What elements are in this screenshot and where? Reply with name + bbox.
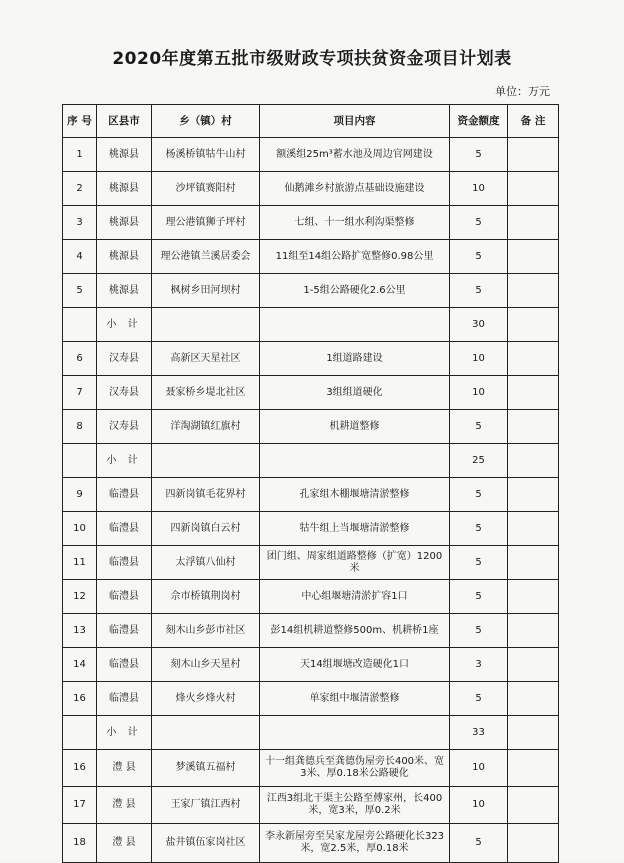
cell-content	[260, 716, 450, 750]
cell-county: 桃源县	[97, 274, 152, 308]
cell-town	[152, 716, 260, 750]
cell-town: 聂家桥乡堤北社区	[152, 376, 260, 410]
cell-county: 桃源县	[97, 206, 152, 240]
cell-no: 18	[63, 824, 97, 863]
header-content: 项目内容	[260, 105, 450, 138]
cell-note	[508, 682, 559, 716]
table-row	[63, 274, 559, 308]
cell-no: 3	[63, 206, 97, 240]
table-row	[63, 648, 559, 682]
subtotal-label: 小 计	[97, 444, 152, 478]
cell-county: 临澧县	[97, 580, 152, 614]
cell-content: 1组道路建设	[260, 342, 450, 376]
header-amount: 资金额度	[450, 105, 508, 138]
cell-town: 理公港镇兰溪居委会	[152, 240, 260, 274]
table-header-row	[63, 105, 559, 138]
cell-no	[63, 716, 97, 750]
cell-no: 14	[63, 648, 97, 682]
cell-no: 11	[63, 546, 97, 580]
cell-note	[508, 410, 559, 444]
cell-county: 临澧县	[97, 546, 152, 580]
cell-county: 汉寿县	[97, 376, 152, 410]
cell-county: 桃源县	[97, 172, 152, 206]
table-row	[63, 240, 559, 274]
cell-amount: 3	[450, 648, 508, 682]
cell-note	[508, 172, 559, 206]
table-row	[63, 682, 559, 716]
cell-town: 洋淘湖镇红旗村	[152, 410, 260, 444]
subtotal-label: 小 计	[97, 308, 152, 342]
cell-no	[63, 308, 97, 342]
cell-amount: 5	[450, 614, 508, 648]
cell-county: 临澧县	[97, 478, 152, 512]
cell-no	[63, 444, 97, 478]
cell-content: 江西3组北干渠主公路至傅家州，长400米，宽3米，厚0.2米	[260, 787, 450, 824]
table-row	[63, 546, 559, 580]
project-plan-table	[62, 104, 559, 863]
cell-note	[508, 824, 559, 863]
cell-amount: 5	[450, 138, 508, 172]
cell-content: 额溪组25m³蓄水池及周边官网建设	[260, 138, 450, 172]
cell-content: 团门组、周家组道路整修（扩宽）1200米	[260, 546, 450, 580]
cell-town: 四新岗镇白云村	[152, 512, 260, 546]
cell-no: 7	[63, 376, 97, 410]
cell-content: 3组组道硬化	[260, 376, 450, 410]
cell-no: 1	[63, 138, 97, 172]
cell-county: 桃源县	[97, 138, 152, 172]
cell-no: 5	[63, 274, 97, 308]
cell-county: 临澧县	[97, 682, 152, 716]
cell-amount: 10	[450, 750, 508, 787]
subtotal-row	[63, 308, 559, 342]
cell-amount: 10	[450, 342, 508, 376]
cell-amount: 5	[450, 206, 508, 240]
table-row	[63, 787, 559, 824]
cell-content	[260, 308, 450, 342]
cell-no: 17	[63, 787, 97, 824]
cell-content: 彭14组机耕道整修500m、机耕桥1座	[260, 614, 450, 648]
cell-note	[508, 274, 559, 308]
cell-note	[508, 648, 559, 682]
table-row	[63, 750, 559, 787]
cell-amount: 5	[450, 478, 508, 512]
table-row	[63, 824, 559, 863]
cell-amount: 10	[450, 376, 508, 410]
cell-amount: 10	[450, 787, 508, 824]
cell-amount: 5	[450, 410, 508, 444]
cell-no: 6	[63, 342, 97, 376]
cell-amount: 5	[450, 512, 508, 546]
subtotal-amount: 25	[450, 444, 508, 478]
cell-town	[152, 308, 260, 342]
subtotal-row	[63, 716, 559, 750]
cell-note	[508, 512, 559, 546]
table-row	[63, 376, 559, 410]
subtotal-amount: 33	[450, 716, 508, 750]
table-row	[63, 342, 559, 376]
header-note: 备 注	[508, 105, 559, 138]
cell-note	[508, 206, 559, 240]
cell-amount: 5	[450, 682, 508, 716]
cell-content: 机耕道整修	[260, 410, 450, 444]
cell-note	[508, 376, 559, 410]
cell-town: 杨溪桥镇牯牛山村	[152, 138, 260, 172]
cell-town: 烽火乡烽火村	[152, 682, 260, 716]
cell-content: 十一组龚德兵至龚德伪屋旁长400米、宽3米、厚0.18米公路硬化	[260, 750, 450, 787]
cell-content: 天14组堰塘改造硬化1口	[260, 648, 450, 682]
cell-town: 高新区天星社区	[152, 342, 260, 376]
cell-content: 孔家组木棚堰塘清淤整修	[260, 478, 450, 512]
table-row	[63, 512, 559, 546]
cell-note	[508, 308, 559, 342]
cell-town: 刻木山乡彭市社区	[152, 614, 260, 648]
cell-no: 8	[63, 410, 97, 444]
cell-no: 13	[63, 614, 97, 648]
cell-no: 9	[63, 478, 97, 512]
cell-county: 临澧县	[97, 614, 152, 648]
cell-county: 临澧县	[97, 648, 152, 682]
cell-town: 佘市桥镇荆岗村	[152, 580, 260, 614]
cell-county: 桃源县	[97, 240, 152, 274]
header-county: 区县市	[97, 105, 152, 138]
cell-note	[508, 478, 559, 512]
cell-content	[260, 444, 450, 478]
table-row	[63, 478, 559, 512]
unit-label: 单位：万元	[495, 85, 550, 98]
table-row	[63, 138, 559, 172]
cell-note	[508, 444, 559, 478]
cell-town: 盐井镇伍家岗社区	[152, 824, 260, 863]
cell-town: 王家厂镇江西村	[152, 787, 260, 824]
cell-county: 汉寿县	[97, 342, 152, 376]
cell-town: 梦溪镇五福村	[152, 750, 260, 787]
cell-note	[508, 546, 559, 580]
cell-note	[508, 580, 559, 614]
cell-county: 澧 县	[97, 787, 152, 824]
cell-amount: 5	[450, 274, 508, 308]
cell-no: 12	[63, 580, 97, 614]
cell-note	[508, 716, 559, 750]
cell-no: 16	[63, 750, 97, 787]
cell-town: 枫树乡田河坝村	[152, 274, 260, 308]
cell-content: 仙鹅滩乡村旅游点基础设施建设	[260, 172, 450, 206]
subtotal-label: 小 计	[97, 716, 152, 750]
cell-content: 李永新屋旁至吴家龙屋旁公路硬化长323米，宽2.5米，厚0.18米	[260, 824, 450, 863]
cell-county: 澧 县	[97, 824, 152, 863]
cell-no: 2	[63, 172, 97, 206]
cell-no: 10	[63, 512, 97, 546]
cell-content: 中心组堰塘清淤扩容1口	[260, 580, 450, 614]
header-town: 乡（镇）村	[152, 105, 260, 138]
cell-amount: 5	[450, 240, 508, 274]
cell-no: 4	[63, 240, 97, 274]
cell-note	[508, 787, 559, 824]
subtotal-row	[63, 444, 559, 478]
cell-amount: 5	[450, 824, 508, 863]
table-row	[63, 580, 559, 614]
cell-content: 11组至14组公路扩宽整修0.98公里	[260, 240, 450, 274]
cell-note	[508, 750, 559, 787]
cell-county: 汉寿县	[97, 410, 152, 444]
cell-county: 临澧县	[97, 512, 152, 546]
cell-county: 澧 县	[97, 750, 152, 787]
cell-town	[152, 444, 260, 478]
cell-town: 刻木山乡天星村	[152, 648, 260, 682]
cell-note	[508, 614, 559, 648]
cell-town: 太浮镇八仙村	[152, 546, 260, 580]
cell-content: 牯牛组上当堰塘清淤整修	[260, 512, 450, 546]
cell-note	[508, 138, 559, 172]
table-row	[63, 614, 559, 648]
cell-content: 1-5组公路硬化2.6公里	[260, 274, 450, 308]
table-row	[63, 172, 559, 206]
header-no: 序 号	[63, 105, 97, 138]
table-row	[63, 206, 559, 240]
cell-town: 沙坪镇赛阳村	[152, 172, 260, 206]
cell-town: 理公港镇狮子坪村	[152, 206, 260, 240]
page-title: 2020年度第五批市级财政专项扶贫资金项目计划表	[112, 49, 512, 69]
cell-note	[508, 342, 559, 376]
cell-no: 16	[63, 682, 97, 716]
cell-town: 四新岗镇毛花界村	[152, 478, 260, 512]
cell-content: 单家组中堰清淤整修	[260, 682, 450, 716]
cell-amount: 5	[450, 546, 508, 580]
cell-content: 七组、十一组水利沟渠整修	[260, 206, 450, 240]
cell-amount: 10	[450, 172, 508, 206]
subtotal-amount: 30	[450, 308, 508, 342]
table-row	[63, 410, 559, 444]
cell-amount: 5	[450, 580, 508, 614]
cell-note	[508, 240, 559, 274]
